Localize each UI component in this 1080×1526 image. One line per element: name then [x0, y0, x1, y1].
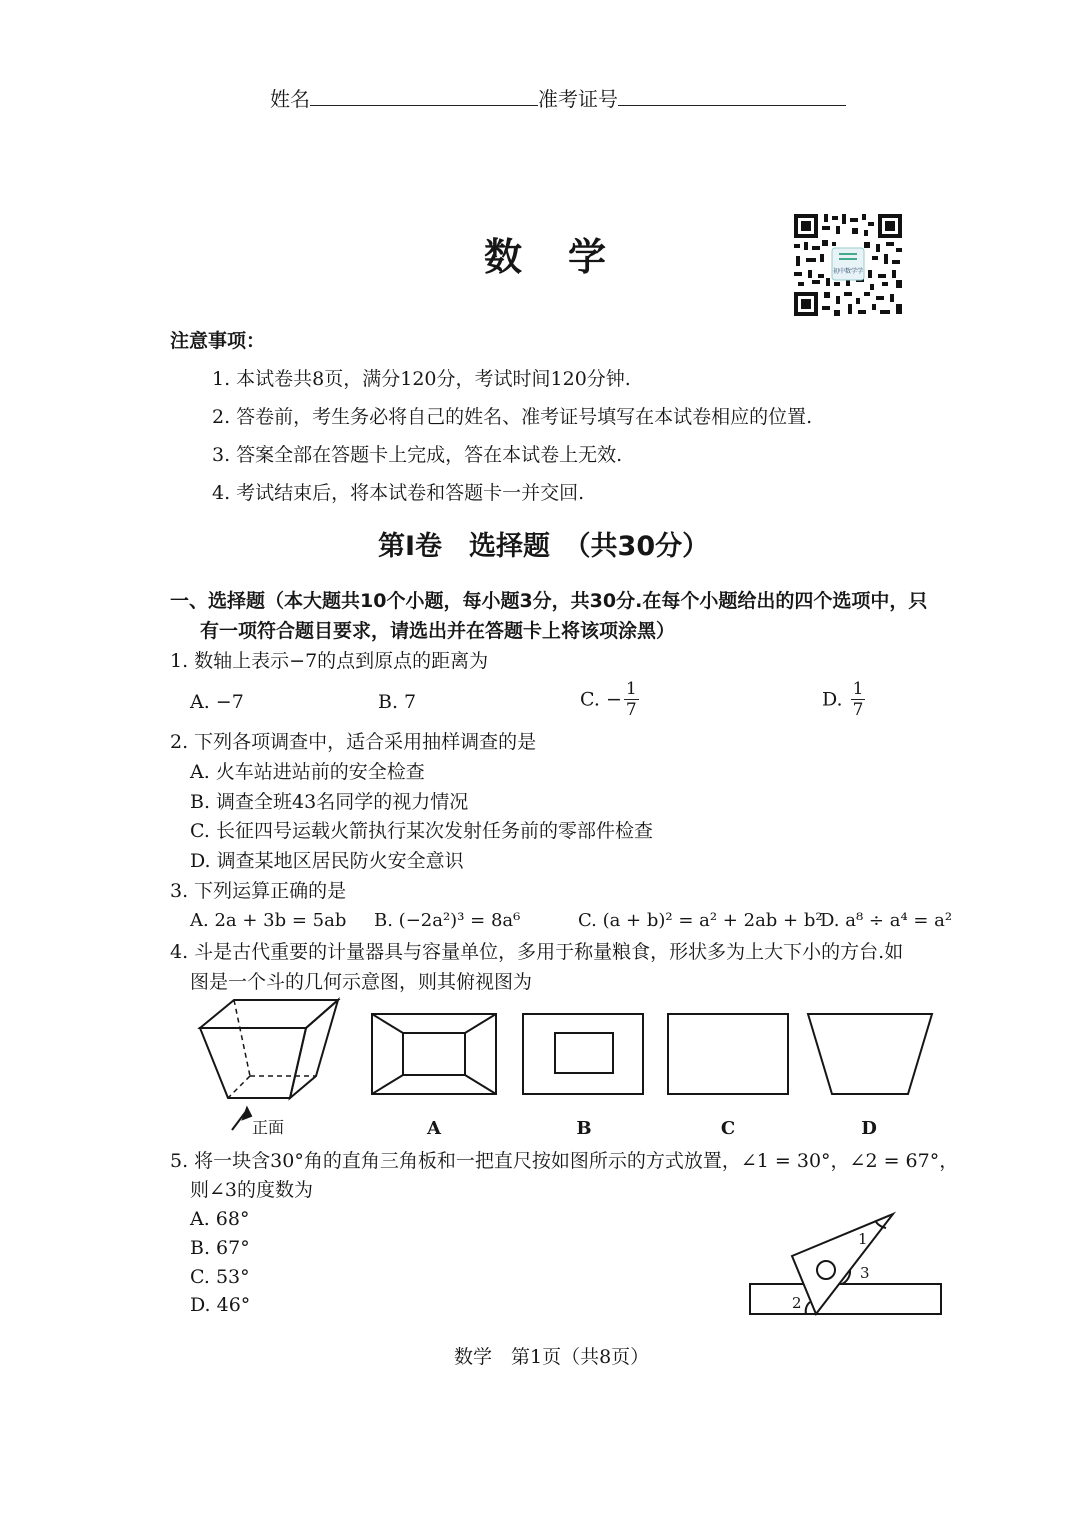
angle-2-label: 2 [792, 1294, 802, 1312]
q4-option-c-label[interactable]: C [720, 1118, 736, 1139]
q5-stem-line1: 5. 将一块含30°角的直角三角板和一把直尺按如图所示的方式放置，∠1 = 30°，∠2 = 67°， [170, 1150, 959, 1172]
q2-option-a[interactable]: A. 火车站进站前的安全检查 [190, 761, 425, 783]
part-title: 第Ⅰ卷 选择题 （共30分） [378, 531, 710, 562]
exam-id-label: 准考证号 [538, 87, 618, 111]
notice-item: 2. 答卷前，考生务必将自己的姓名、准考证号填写在本试卷相应的位置. [212, 406, 813, 428]
q5-option-a[interactable]: A. 68° [190, 1208, 250, 1230]
q1-c-numerator: 1 [625, 679, 637, 699]
section-heading-line2: 有一项符合题目要求，请选出并在答题卡上将该项涂黑） [200, 620, 676, 642]
q3-option-a[interactable]: A. 2a + 3b = 5ab [190, 910, 347, 931]
q4-option-d-label[interactable]: D [861, 1118, 877, 1139]
q4-stem-line1: 4. 斗是古代重要的计量器具与容量单位，多用于称量粮食，形状多为上大下小的方台.如 [170, 941, 904, 963]
q5-option-d[interactable]: D. 46° [190, 1294, 251, 1316]
q2-option-d[interactable]: D. 调查某地区居民防火安全意识 [190, 850, 464, 872]
q3-stem: 3. 下列运算正确的是 [170, 880, 347, 902]
q1-option-b[interactable]: B. 7 [378, 691, 417, 713]
q4-option-b-figure[interactable] [523, 1014, 643, 1094]
q4-option-a-label[interactable]: A [427, 1118, 441, 1139]
section-heading-line1: 一、选择题（本大题共10个小题，每小题3分，共30分.在每个小题给出的四个选项中，只 [170, 590, 928, 612]
q1-option-c-prefix: C. − [580, 688, 622, 711]
q3-option-b[interactable]: B. (−2a²)³ = 8a⁶ [374, 910, 521, 931]
q1-option-a[interactable]: A. −7 [190, 691, 244, 713]
angle-1-label: 1 [858, 1230, 868, 1248]
q4-option-d-figure[interactable] [808, 1014, 932, 1094]
q2-option-c[interactable]: C. 长征四号运载火箭执行某次发射任务前的零部件检查 [190, 820, 653, 842]
q3-option-d[interactable]: D. a⁸ ÷ a⁴ = a² [820, 910, 953, 931]
q3-option-c[interactable]: C. (a + b)² = a² + 2ab + b² [578, 910, 823, 931]
q2-stem: 2. 下列各项调查中，适合采用抽样调查的是 [170, 731, 537, 753]
q4-option-b-label[interactable]: B [576, 1118, 592, 1139]
q4-stem-line2: 图是一个斗的几何示意图，则其俯视图为 [190, 971, 533, 993]
q5-figure [750, 1214, 941, 1314]
q5-option-c[interactable]: C. 53° [190, 1266, 250, 1288]
q4-front-label: 正面 [252, 1118, 285, 1137]
notice-item: 1. 本试卷共8页，满分120分，考试时间120分钟. [212, 368, 631, 390]
q5-option-b[interactable]: B. 67° [190, 1237, 250, 1259]
notice-item: 4. 考试结束后，将本试卷和答题卡一并交回. [212, 482, 585, 504]
set-square [792, 1214, 893, 1314]
q4-option-a-figure[interactable] [372, 1014, 496, 1094]
q1-d-denominator: 7 [852, 700, 864, 720]
notice-heading: 注意事项： [170, 330, 266, 352]
page-title: 数 学 [484, 235, 611, 279]
q1-stem: 1. 数轴上表示−7的点到原点的距离为 [170, 650, 489, 672]
name-label: 姓名 [270, 87, 310, 111]
ruler [750, 1284, 941, 1314]
q5-stem-line2: 则∠3的度数为 [190, 1179, 314, 1201]
angle-2-arc [806, 1302, 810, 1314]
q2-option-b[interactable]: B. 调查全班43名同学的视力情况 [190, 791, 469, 813]
front-arrow-head [243, 1108, 251, 1119]
q1-d-numerator: 1 [852, 679, 864, 699]
qr-logo-text: 初中数学学 [832, 268, 864, 275]
angle-3-label: 3 [860, 1264, 870, 1282]
page-footer: 数学 第1页（共8页） [454, 1346, 650, 1368]
q1-option-d-prefix: D. [822, 688, 849, 711]
notice-item: 3. 答案全部在答题卡上完成，答在本试卷上无效. [212, 444, 623, 466]
q4-dou-figure [200, 1000, 338, 1130]
q1-c-denominator: 7 [625, 700, 637, 720]
q4-option-c-figure[interactable] [668, 1014, 788, 1094]
